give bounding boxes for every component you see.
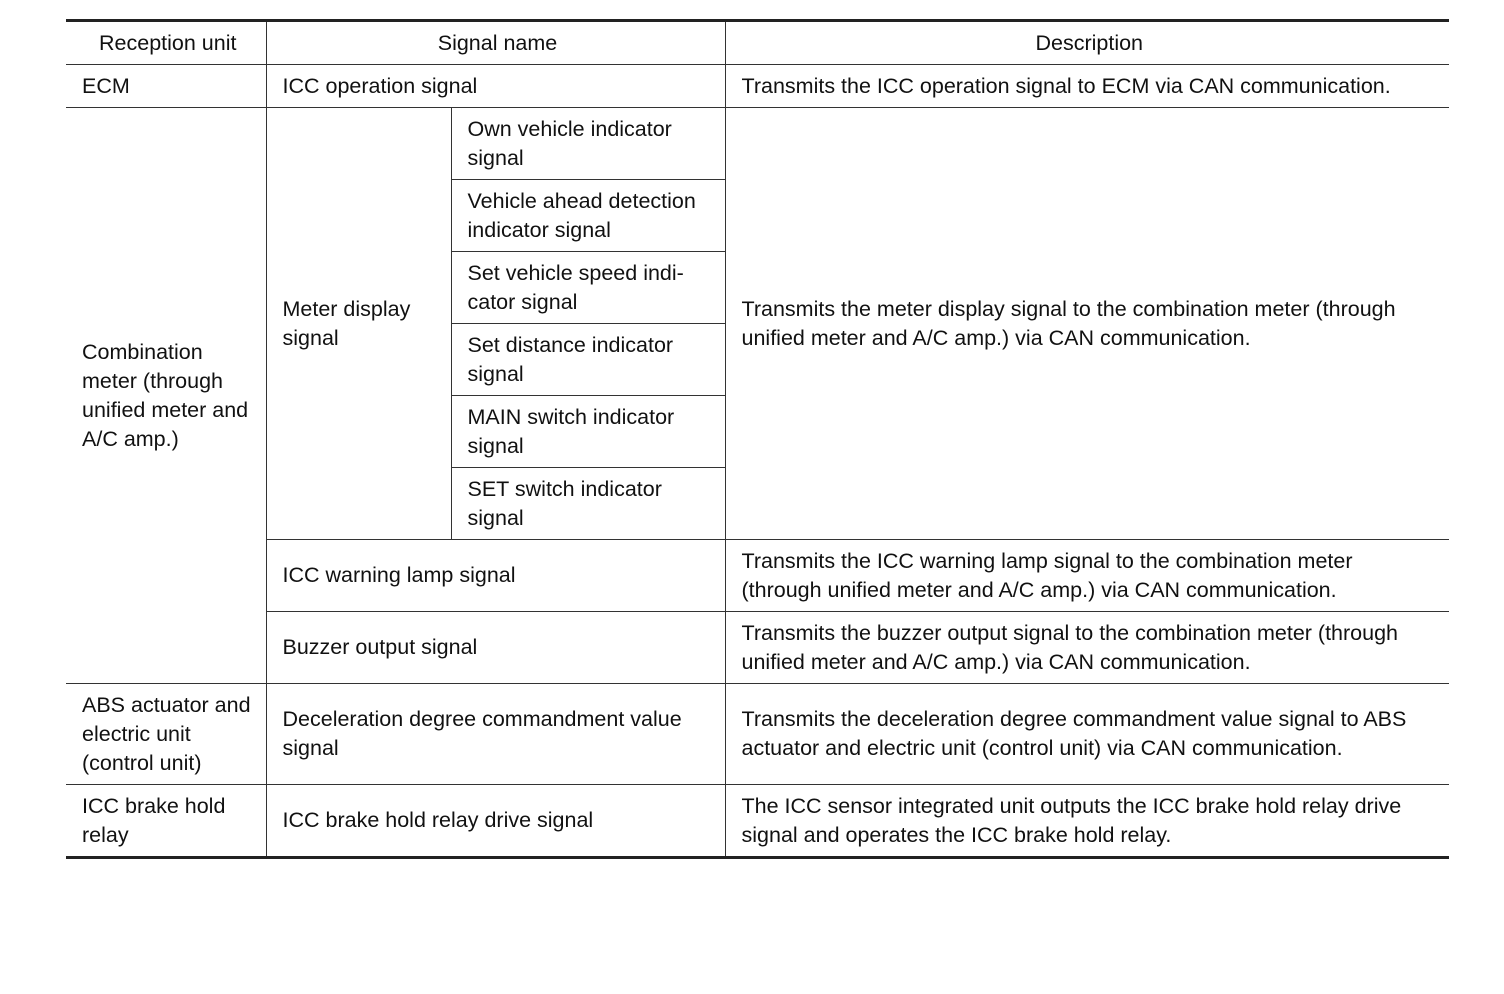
sub-signal-cell: Set vehicle speed indi-cator signal xyxy=(451,252,725,324)
table-row xyxy=(66,65,1449,108)
signal-cell: Buzzer output signal xyxy=(266,612,725,684)
unit-cell: ECM xyxy=(66,65,266,108)
sub-signal-cell: Vehicle ahead detection indicator signal xyxy=(451,180,725,252)
table-row xyxy=(66,540,1449,612)
header-reception-unit: Reception unit xyxy=(66,21,266,65)
signal-cell: ICC brake hold relay drive signal xyxy=(266,785,725,858)
table-row xyxy=(66,785,1449,858)
description-cell: Transmits the ICC warning lamp signal to the combination meter (through unified meter and A/C amp.) via CAN communication. xyxy=(725,540,1449,612)
sub-signal-cell: Set distance indicator signal xyxy=(451,324,725,396)
header-signal-name: Signal name xyxy=(266,21,725,65)
unit-cell: ABS actuator and electric unit (control unit) xyxy=(66,684,266,785)
description-cell: The ICC sensor integrated unit outputs the ICC brake hold relay drive signal and operates the ICC brake hold relay. xyxy=(725,785,1449,858)
signal-table xyxy=(66,19,1449,859)
signal-cell: Deceleration degree commandment value signal xyxy=(266,684,725,785)
unit-cell: Combination meter (through unified meter and A/C amp.) xyxy=(66,108,266,684)
table-row xyxy=(66,684,1449,785)
description-cell: Transmits the deceleration degree commandment value signal to ABS actuator and electric unit (control unit) via CAN communication. xyxy=(725,684,1449,785)
signal-cell: ICC warning lamp signal xyxy=(266,540,725,612)
table-row xyxy=(66,108,1449,180)
table-header-row xyxy=(66,21,1449,65)
sub-signal-cell: Own vehicle indicator signal xyxy=(451,108,725,180)
description-cell: Transmits the buzzer output signal to the combination meter (through unified meter and A/C amp.) via CAN communication. xyxy=(725,612,1449,684)
table-row xyxy=(66,612,1449,684)
signal-cell: ICC operation signal xyxy=(266,65,725,108)
header-description: Description xyxy=(725,21,1449,65)
description-cell: Transmits the ICC operation signal to ECM via CAN communication. xyxy=(725,65,1449,108)
unit-cell: ICC brake hold relay xyxy=(66,785,266,858)
description-cell: Transmits the meter display signal to the combination meter (through unified meter and A/C amp.) via CAN communication. xyxy=(725,108,1449,540)
meter-display-group-cell: Meter display signal xyxy=(266,108,451,540)
sub-signal-cell: MAIN switch indicator signal xyxy=(451,396,725,468)
sub-signal-cell: SET switch indicator signal xyxy=(451,468,725,540)
